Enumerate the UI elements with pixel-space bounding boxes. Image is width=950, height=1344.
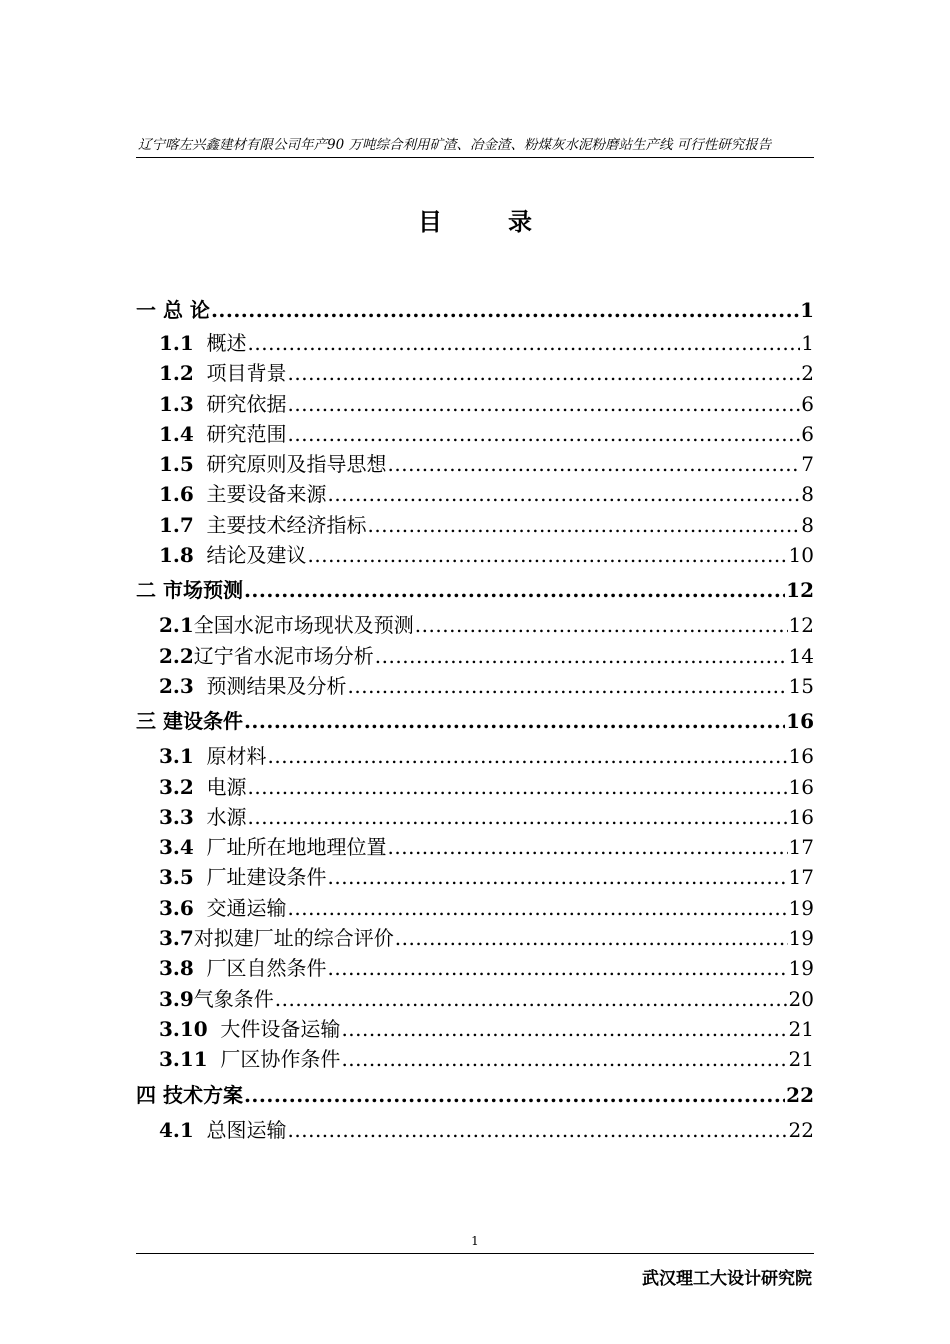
toc-section-entry[interactable] — [136, 953, 814, 983]
toc-dot-leader — [341, 1014, 787, 1044]
toc-dot-leader — [288, 419, 801, 449]
toc-chapter-entry[interactable] — [136, 292, 814, 328]
toc-dot-leader — [288, 893, 788, 923]
toc-entry-number: 1.4 — [159, 421, 194, 446]
toc-entry-label — [159, 671, 347, 701]
toc-entry-label — [159, 923, 394, 953]
toc-entry-label — [159, 479, 327, 509]
toc-page-number: 6 — [801, 391, 814, 416]
toc-dot-leader — [328, 953, 788, 983]
toc-section-entry[interactable] — [136, 741, 814, 771]
toc-dot-leader — [244, 570, 785, 610]
toc-entry-number: 二 市场预测 — [136, 578, 243, 603]
toc-entry-title: 总图运输 — [193, 1117, 287, 1142]
toc-section-entry[interactable] — [136, 862, 814, 892]
toc-dot-leader — [348, 671, 788, 701]
table-of-contents — [136, 292, 814, 1145]
toc-entry-label — [159, 358, 287, 388]
toc-section-entry[interactable] — [136, 328, 814, 358]
toc-section-entry[interactable] — [136, 641, 814, 671]
toc-entry-title: 主要技术经济指标 — [193, 512, 367, 537]
toc-section-entry[interactable] — [136, 1014, 814, 1044]
toc-entry-title: 对拟建厂址的综合评价 — [193, 926, 394, 951]
toc-entry-label — [159, 862, 327, 892]
toc-page-number: 14 — [788, 643, 814, 668]
toc-entry-title: 厂区协作条件 — [207, 1047, 341, 1072]
toc-entry-title: 项目背景 — [193, 361, 287, 386]
toc-entry-title: 主要设备来源 — [193, 482, 327, 507]
toc-entry-label — [159, 984, 274, 1014]
toc-section-entry[interactable] — [136, 510, 814, 540]
toc-entry-title: 电源 — [193, 774, 247, 799]
toc-section-entry[interactable] — [136, 893, 814, 923]
toc-section-entry[interactable] — [136, 540, 814, 570]
toc-page-number: 16 — [788, 804, 814, 829]
toc-entry-label — [159, 953, 327, 983]
toc-dot-leader — [341, 1044, 787, 1074]
toc-entry-title: 研究范围 — [193, 421, 287, 446]
toc-dot-leader — [288, 389, 801, 419]
toc-section-entry[interactable] — [136, 358, 814, 388]
toc-entry-number: 2.1 — [159, 613, 194, 638]
toc-dot-leader — [248, 772, 788, 802]
toc-dot-leader — [388, 449, 801, 479]
header-rule — [136, 157, 814, 158]
toc-page-number: 1 — [801, 331, 814, 355]
toc-entry-number: 2.2 — [159, 643, 194, 668]
toc-entry-label — [159, 893, 287, 923]
toc-dot-leader — [244, 701, 785, 741]
toc-page-number: 8 — [801, 482, 814, 507]
toc-chapter-entry[interactable] — [136, 1075, 814, 1115]
toc-dot-leader — [288, 1115, 788, 1145]
toc-entry-number: 2.3 — [159, 673, 194, 698]
toc-dot-leader — [244, 1075, 785, 1115]
toc-entry-label — [159, 741, 267, 771]
toc-section-entry[interactable] — [136, 479, 814, 509]
toc-page-number: 1 — [800, 298, 814, 322]
toc-page-number: 8 — [801, 512, 814, 537]
toc-entry-label — [136, 1075, 243, 1115]
page-header: 辽宁喀左兴鑫建材有限公司年产90 万吨综合利用矿渣、冶金渣、粉煤灰水泥粉磨站生产线 可行性研究报告 — [138, 137, 772, 153]
toc-page-number: 20 — [788, 986, 814, 1011]
toc-entry-number: 3.10 — [159, 1016, 208, 1041]
toc-entry-number: 四 技术方案 — [136, 1082, 243, 1107]
toc-entry-label — [159, 1044, 340, 1074]
toc-entry-number: 4.1 — [159, 1117, 194, 1142]
toc-page-number: 12 — [786, 578, 814, 603]
toc-entry-number: 3.9 — [159, 986, 194, 1011]
toc-page-number: 19 — [788, 895, 814, 920]
toc-page-number: 22 — [786, 1082, 814, 1107]
toc-entry-label — [159, 510, 367, 540]
toc-dot-leader — [328, 862, 788, 892]
toc-page-number: 16 — [788, 774, 814, 799]
toc-entry-number: 1.6 — [159, 482, 194, 507]
toc-entry-label — [136, 570, 243, 610]
toc-entry-label — [159, 419, 287, 449]
toc-entry-label — [159, 832, 387, 862]
toc-page-number: 2 — [801, 361, 814, 386]
toc-entry-title: 辽宁省水泥市场分析 — [193, 643, 374, 668]
toc-entry-number: 1.7 — [159, 512, 194, 537]
footer-organization: 武汉理工大设计研究院 — [642, 1269, 812, 1289]
toc-entry-number: 3.4 — [159, 835, 194, 860]
toc-entry-number: 3.11 — [159, 1047, 208, 1072]
toc-entry-title: 大件设备运输 — [207, 1016, 341, 1041]
toc-entry-title: 气象条件 — [193, 986, 274, 1011]
toc-section-entry[interactable] — [136, 1115, 814, 1145]
toc-page-number: 17 — [788, 835, 814, 860]
toc-entry-label — [159, 1014, 340, 1044]
toc-entry-label — [136, 701, 243, 741]
toc-section-entry[interactable] — [136, 923, 814, 953]
toc-entry-title: 概述 — [193, 331, 247, 355]
toc-dot-leader — [308, 540, 788, 570]
toc-dot-leader — [248, 328, 801, 358]
toc-chapter-entry[interactable] — [136, 701, 814, 741]
toc-page-number: 17 — [788, 865, 814, 890]
toc-page-number: 21 — [788, 1016, 814, 1041]
toc-dot-leader — [328, 479, 801, 509]
toc-section-entry[interactable] — [136, 449, 814, 479]
toc-entry-number: 3.3 — [159, 804, 194, 829]
toc-entry-title: 预测结果及分析 — [193, 673, 347, 698]
toc-page-number: 10 — [788, 543, 814, 568]
footer-page-number: 1 — [471, 1234, 479, 1248]
toc-entry-label — [159, 802, 247, 832]
toc-page-number: 19 — [788, 956, 814, 981]
toc-entry-number: 1.2 — [159, 361, 194, 386]
toc-entry-title: 厂址建设条件 — [193, 865, 327, 890]
toc-entry-title: 全国水泥市场现状及预测 — [193, 613, 414, 638]
toc-entry-number: 3.7 — [159, 926, 194, 951]
toc-page-number: 15 — [788, 673, 814, 698]
toc-entry-number: 1.3 — [159, 391, 194, 416]
toc-dot-leader — [368, 510, 801, 540]
toc-section-entry[interactable] — [136, 671, 814, 701]
toc-page-number: 16 — [788, 744, 814, 769]
toc-entry-title: 水源 — [193, 804, 247, 829]
toc-section-entry[interactable] — [136, 1044, 814, 1074]
toc-entry-title: 研究原则及指导思想 — [193, 452, 387, 477]
toc-page-number: 12 — [788, 613, 814, 638]
toc-entry-number: 3.2 — [159, 774, 194, 799]
toc-entry-label — [159, 449, 387, 479]
toc-chapter-entry[interactable] — [136, 570, 814, 610]
toc-entry-title: 厂址所在地地理位置 — [193, 835, 387, 860]
toc-entry-label — [159, 772, 247, 802]
toc-entry-number: 1.5 — [159, 452, 194, 477]
toc-dot-leader — [275, 984, 788, 1014]
toc-section-entry[interactable] — [136, 419, 814, 449]
toc-entry-number: 1.1 — [159, 331, 194, 355]
footer-rule — [136, 1253, 814, 1254]
toc-entry-label — [159, 1115, 287, 1145]
toc-page-number: 22 — [788, 1117, 814, 1142]
toc-title: 目录 — [418, 207, 598, 236]
toc-entry-label — [159, 610, 414, 640]
toc-entry-title: 研究依据 — [193, 391, 287, 416]
toc-section-entry[interactable] — [136, 984, 814, 1014]
toc-section-entry[interactable] — [136, 389, 814, 419]
toc-dot-leader — [248, 802, 788, 832]
toc-entry-number: 3.5 — [159, 865, 194, 890]
toc-entry-label — [159, 540, 307, 570]
toc-dot-leader — [415, 610, 788, 640]
toc-entry-label — [136, 292, 210, 328]
toc-page-number: 19 — [788, 926, 814, 951]
toc-section-entry[interactable] — [136, 832, 814, 862]
toc-entry-number: 3.1 — [159, 744, 194, 769]
toc-section-entry[interactable] — [136, 802, 814, 832]
toc-page-number: 21 — [788, 1047, 814, 1072]
toc-entry-number: 3.6 — [159, 895, 194, 920]
toc-entry-label — [159, 328, 247, 358]
toc-entry-title: 交通运输 — [193, 895, 287, 920]
toc-page-number: 7 — [801, 452, 814, 477]
toc-section-entry[interactable] — [136, 610, 814, 640]
toc-dot-leader — [211, 292, 799, 328]
toc-entry-number: 3.8 — [159, 956, 194, 981]
toc-page-number: 16 — [786, 709, 814, 734]
toc-entry-label — [159, 389, 287, 419]
toc-entry-number: 1.8 — [159, 543, 194, 568]
toc-page-number: 6 — [801, 421, 814, 446]
toc-dot-leader — [288, 358, 801, 388]
toc-dot-leader — [395, 923, 788, 953]
toc-section-entry[interactable] — [136, 772, 814, 802]
toc-entry-label — [159, 641, 374, 671]
toc-entry-number: 三 建设条件 — [136, 709, 243, 734]
toc-entry-title: 原材料 — [193, 744, 267, 769]
toc-dot-leader — [375, 641, 788, 671]
toc-dot-leader — [388, 832, 788, 862]
toc-entry-number: 一 总 论 — [136, 298, 210, 322]
toc-entry-title: 结论及建议 — [193, 543, 307, 568]
toc-entry-title: 厂区自然条件 — [193, 956, 327, 981]
toc-dot-leader — [268, 741, 788, 771]
